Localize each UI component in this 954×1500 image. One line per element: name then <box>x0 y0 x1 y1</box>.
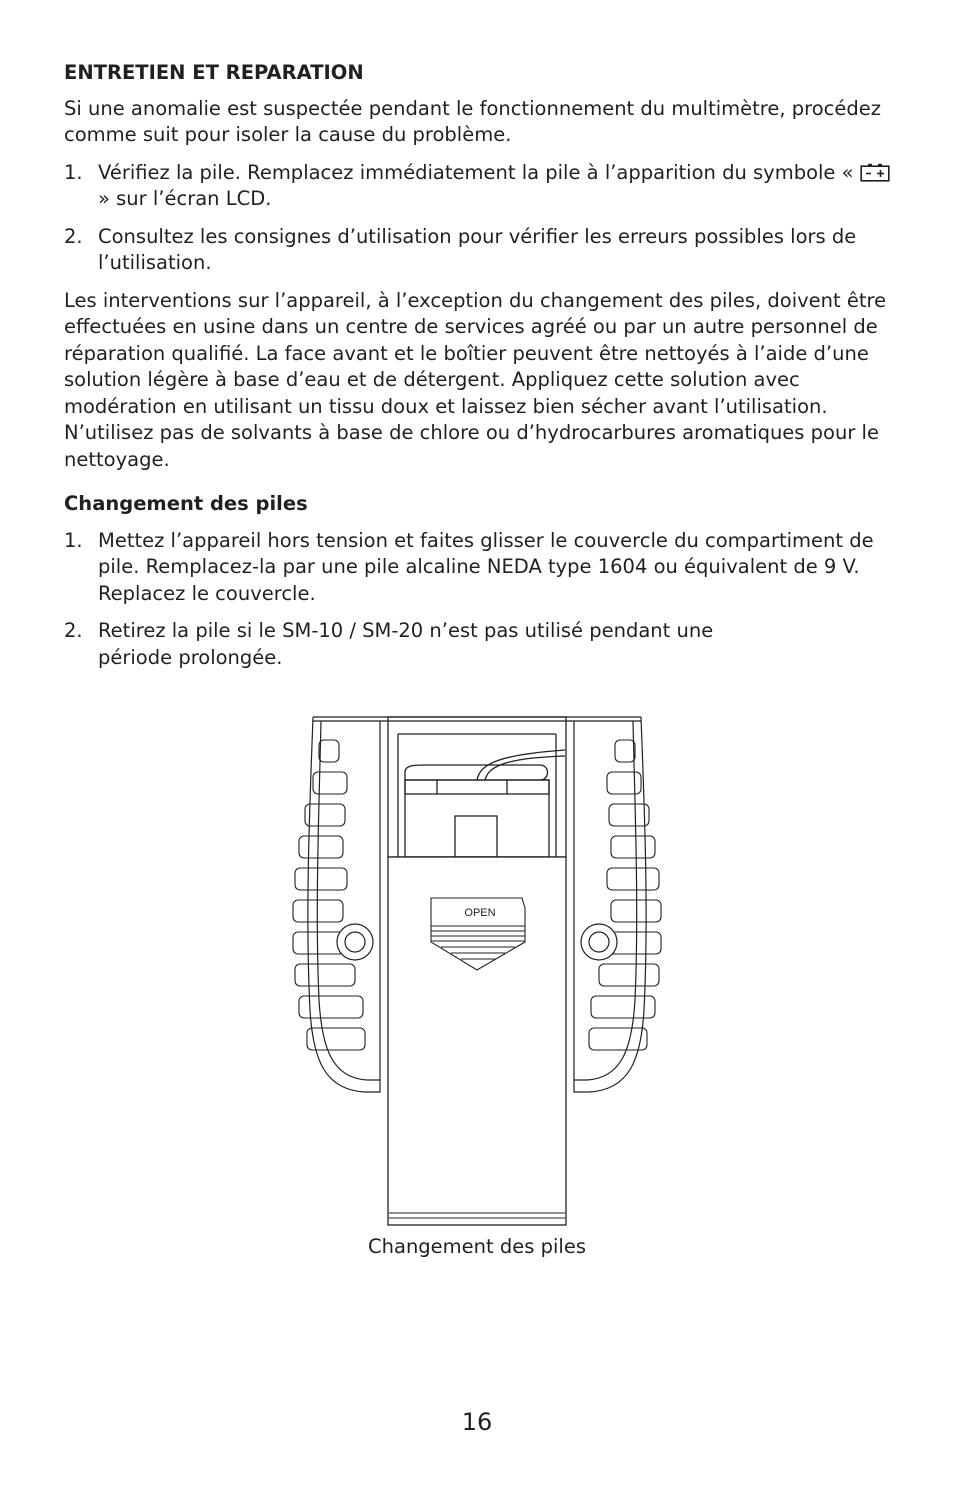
battery-steps-list <box>64 528 894 672</box>
list-number: 2. <box>64 619 83 642</box>
figure-caption: Changement des piles <box>368 1235 586 1258</box>
left-grip-ribs <box>293 740 365 1050</box>
step-text-after: » sur l’écran LCD. <box>98 187 272 210</box>
list-number: 2. <box>64 224 83 248</box>
section-title: ENTRETIEN ET REPARATION <box>64 61 364 84</box>
open-label: OPEN <box>464 907 496 919</box>
page-body <box>64 60 894 682</box>
battery-section-title: Changement des piles <box>64 492 308 515</box>
list-text <box>98 160 894 213</box>
page-number: 16 <box>461 1408 493 1436</box>
list-text: Mettez l’appareil hors tension et faites glisser le couvercle du compartiment de pile. Remplacez-la par une pile alcaline NEDA type 1604 ou équivalent de 9 V. Replacez le couvercle. <box>98 528 874 605</box>
list-number: 1. <box>64 160 83 184</box>
intro-paragraph: Si une anomalie est suspectée pendant le fonctionnement du multimètre, procédez comme suit pour isoler la cause du problème. <box>64 96 882 146</box>
right-grip-ribs <box>589 740 661 1050</box>
list-item <box>64 528 894 608</box>
list-item <box>64 160 894 213</box>
service-paragraph: Les interventions sur l’appareil, à l’exception du changement des piles, doivent être effectuées en usine dans un centre de services agréé ou par un autre personnel de réparation qualifié. La face avant et le boîtier peuvent être nettoyés à l’aide d’une solution légère à base d’eau et de détergent. Appliquez cette solution avec modération en utilisant un tissu doux et laissez bien sécher avant l’utilisation. N’utilisez pas de solvants à base de chlore ou d’hydrocarbures aromatiques pour le nettoyage. <box>64 288 887 471</box>
list-item <box>64 618 894 671</box>
battery-compartment-illustration <box>285 710 665 1230</box>
troubleshooting-list <box>64 160 894 277</box>
list-number: 1. <box>64 528 83 552</box>
list-text: Consultez les consignes d’utilisation pour vérifier les erreurs possibles lors de l’utilisation. <box>98 224 857 274</box>
list-text: Retirez la pile si le SM-10 / SM-20 n’est pas utilisé pendant une période prolongée. <box>98 619 714 669</box>
battery-icon <box>860 163 890 182</box>
step-text-before: Vérifiez la pile. Remplacez immédiatement la pile à l’apparition du symbole « <box>98 160 854 184</box>
list-item <box>64 224 894 277</box>
